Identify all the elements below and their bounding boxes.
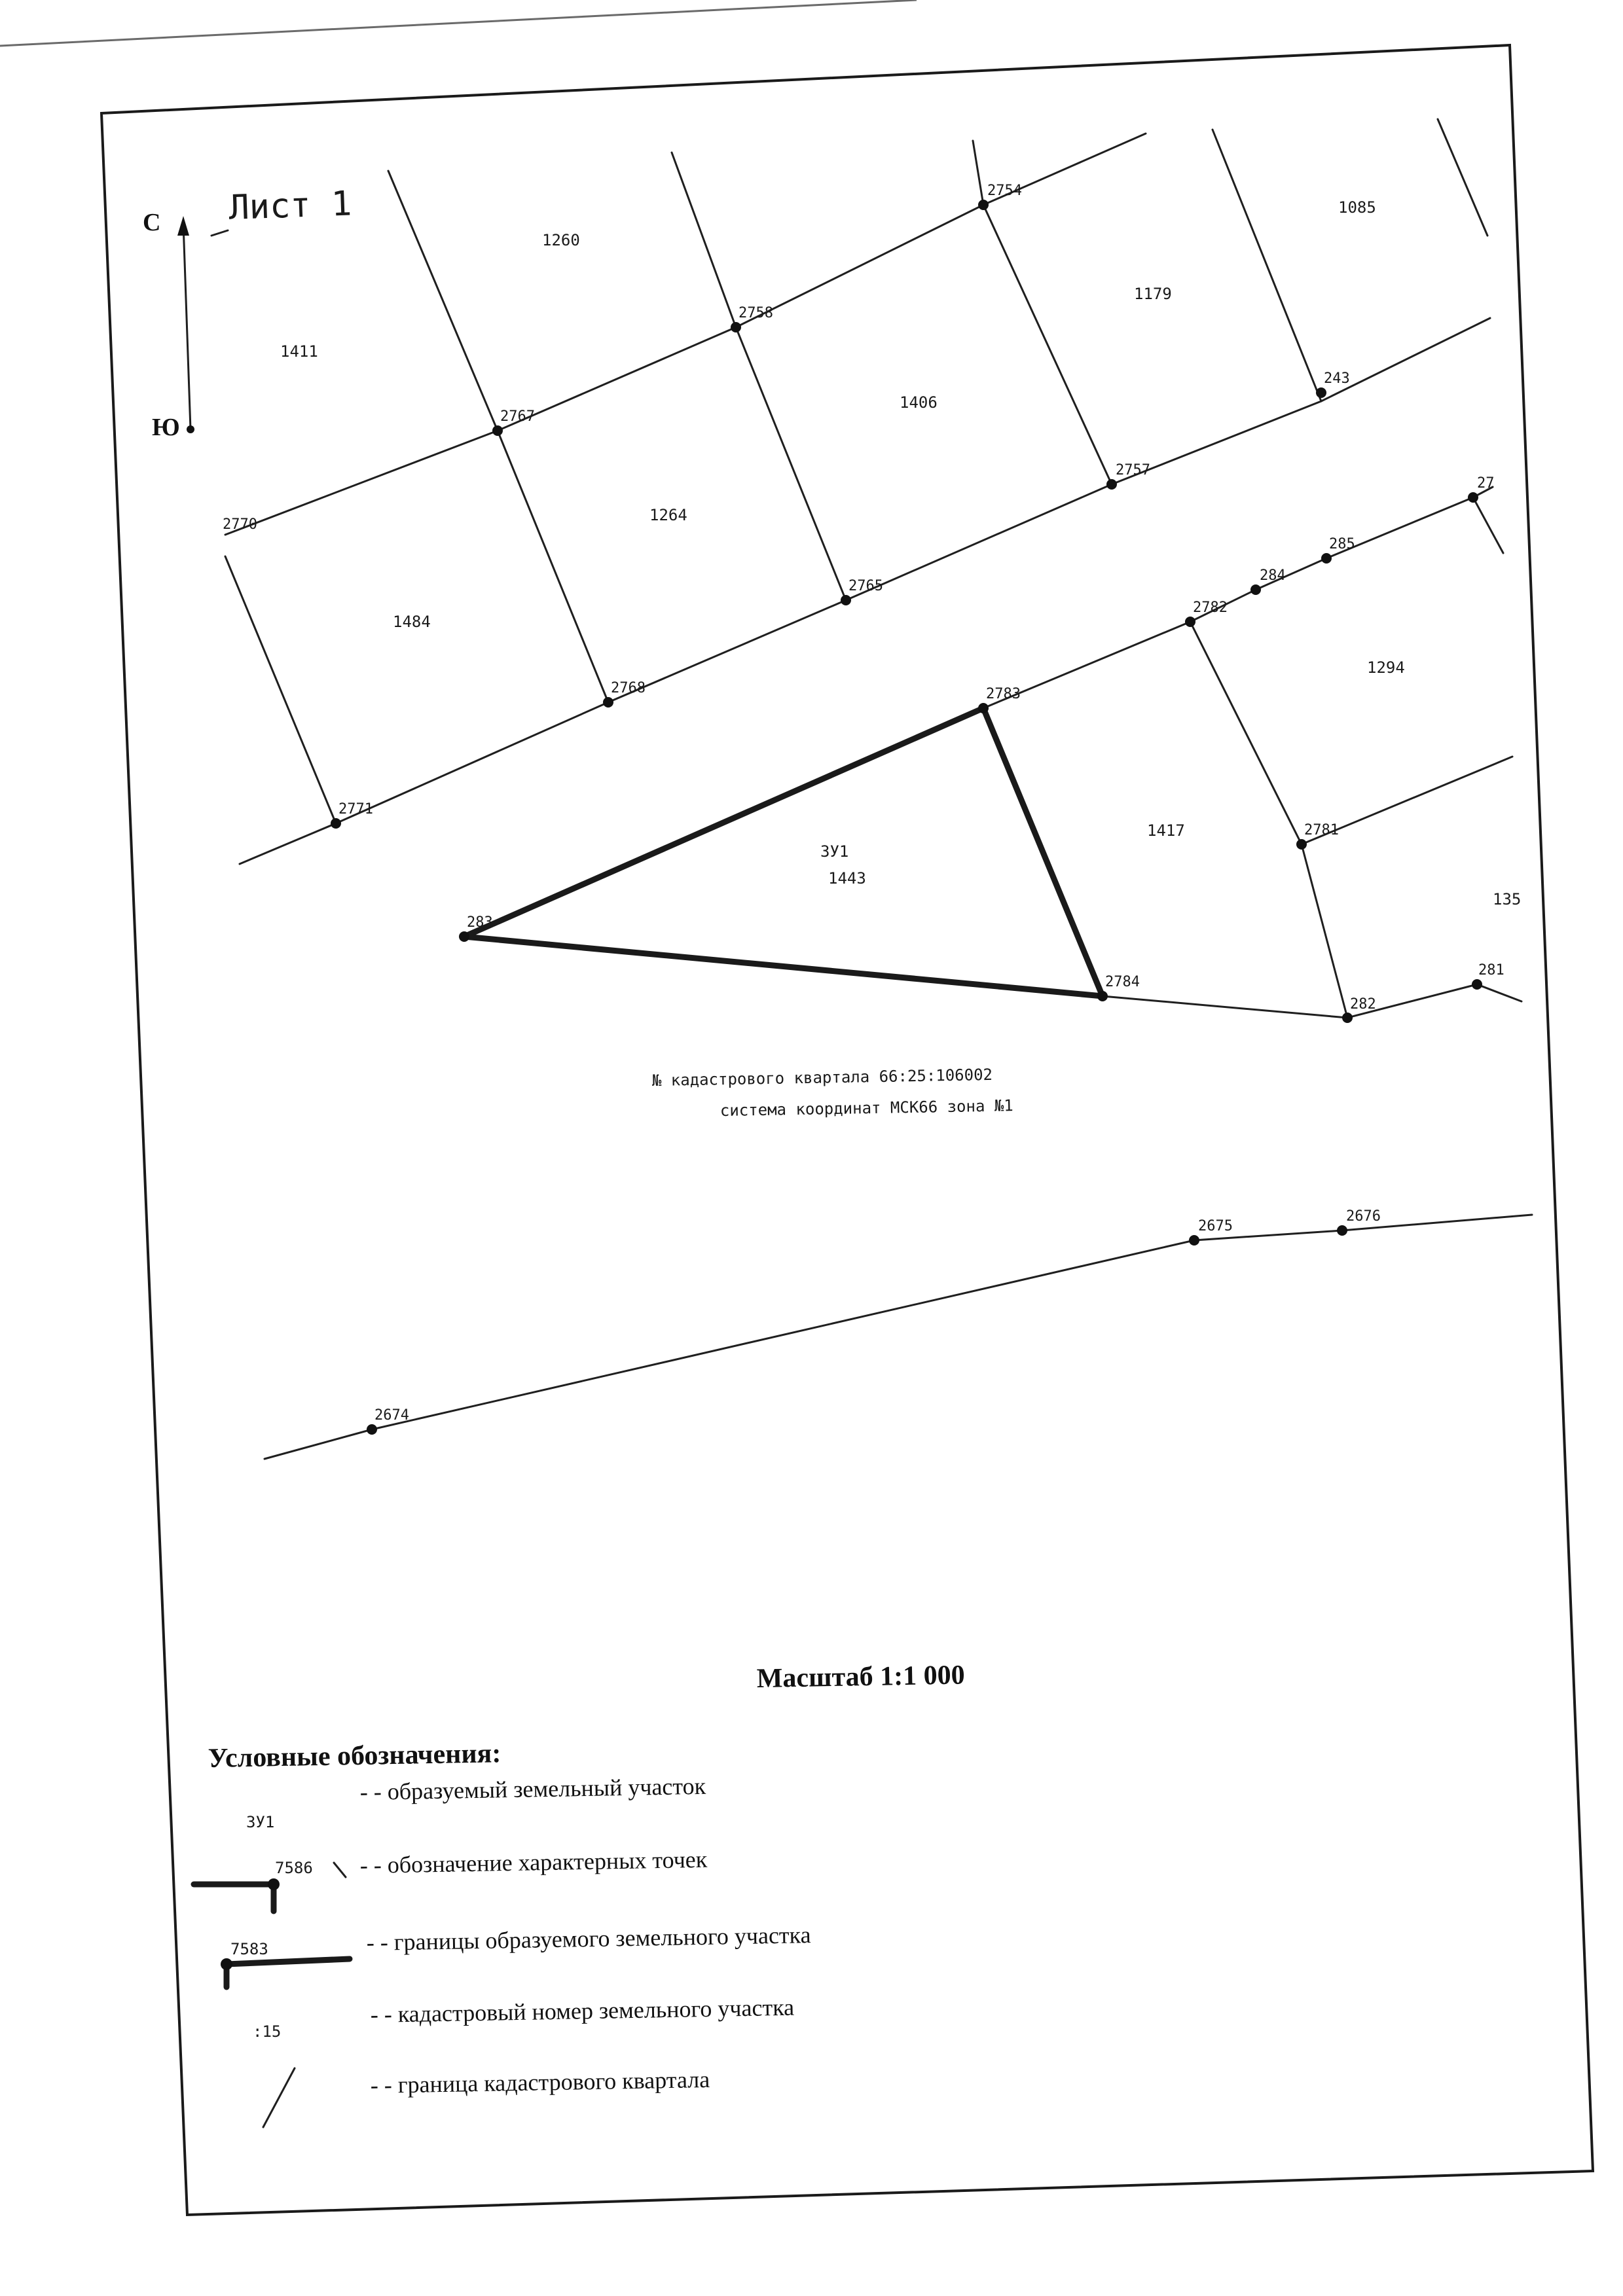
legend-formed-plot-text: - - образуемый земельный участок — [359, 1772, 706, 1805]
point-labels — [223, 183, 1504, 1424]
parcel-number: 1179 — [1134, 285, 1172, 303]
point-label: 2783 — [986, 686, 1021, 702]
drawing-frame — [101, 45, 1593, 2215]
point-label: 2758 — [739, 305, 773, 321]
scale-label: Масштаб 1:1 000 — [756, 1660, 966, 1694]
parcel-number: 1264 — [649, 506, 687, 524]
coordinate-system-label: система координат МСК66 зона №1 — [720, 1096, 1013, 1120]
legend-symbol-quarter-boundary — [263, 2068, 295, 2127]
legend-boundary-text: - - границы образуемого земельного участка — [366, 1922, 811, 1956]
point-label: 2784 — [1105, 974, 1140, 990]
parcel-labels — [280, 198, 1521, 908]
legend-cadastral-number-text: - - кадастровый номер земельного участка — [370, 1994, 795, 2028]
point-label: 2754 — [987, 183, 1022, 199]
point-markers — [331, 200, 1482, 1435]
point-label: 282 — [1350, 996, 1376, 1013]
point-label: 2767 — [500, 408, 535, 425]
legend-symbol-formed-plot: ЗУ1 — [246, 1813, 275, 1831]
point-label: 27 — [1477, 475, 1495, 492]
point-label: 281 — [1478, 962, 1504, 978]
legend — [194, 1738, 811, 2127]
north-letter: С — [143, 209, 161, 236]
point-label: 2782 — [1193, 600, 1228, 616]
legend-points-text: - - обозначение характерных точек — [359, 1846, 708, 1878]
north-arrow — [143, 209, 194, 441]
point-label: 283 — [467, 914, 493, 931]
point-label: 2771 — [338, 801, 373, 817]
point-label: 2674 — [374, 1407, 409, 1424]
point-label: 2675 — [1198, 1218, 1233, 1234]
legend-title: Условные обозначения: — [208, 1738, 501, 1774]
parcel-number: 1417 — [1147, 821, 1185, 840]
legend-point-number: 7586 — [275, 1859, 313, 1877]
sheet-label: Лист 1 — [228, 184, 353, 228]
legend-symbol-points — [194, 1859, 346, 1911]
point-label: 284 — [1260, 567, 1286, 584]
point-label: 2757 — [1116, 462, 1150, 478]
point-label: 2676 — [1346, 1208, 1381, 1225]
formed-plot-label: ЗУ1 — [820, 842, 849, 861]
parcel-number: 1411 — [280, 342, 318, 361]
parcel-number: 135 — [1493, 890, 1522, 908]
cadastral-boundaries — [225, 119, 1532, 1459]
point-label: 243 — [1324, 370, 1350, 387]
point-label: 285 — [1329, 536, 1355, 552]
legend-symbol-boundary — [221, 1940, 350, 1987]
south-letter: Ю — [152, 414, 180, 441]
sheet-label-group — [211, 184, 352, 236]
point-label: 2768 — [611, 680, 646, 696]
parcel-number: 1406 — [900, 393, 938, 412]
point-label: 2765 — [848, 578, 883, 594]
point-label: 2770 — [223, 516, 257, 533]
legend-symbol-cadastral-number: :15 — [253, 2022, 282, 2041]
legend-quarter-boundary-text: - - граница кадастрового квартала — [370, 2066, 710, 2098]
parcel-number: 1443 — [828, 869, 866, 888]
legend-boundary-number: 7583 — [230, 1940, 268, 1958]
parcel-number: 1260 — [542, 231, 580, 249]
parcel-number: 1085 — [1338, 198, 1376, 217]
formed-plot-boundary — [464, 708, 1103, 996]
parcel-number: 1484 — [393, 613, 431, 631]
cadastral-quarter-label: № кадастрового квартала 66:25:106002 — [651, 1065, 993, 1090]
parcel-number: 1294 — [1367, 658, 1405, 677]
point-label: 2781 — [1304, 822, 1339, 838]
scan-edge-line — [0, 0, 917, 46]
